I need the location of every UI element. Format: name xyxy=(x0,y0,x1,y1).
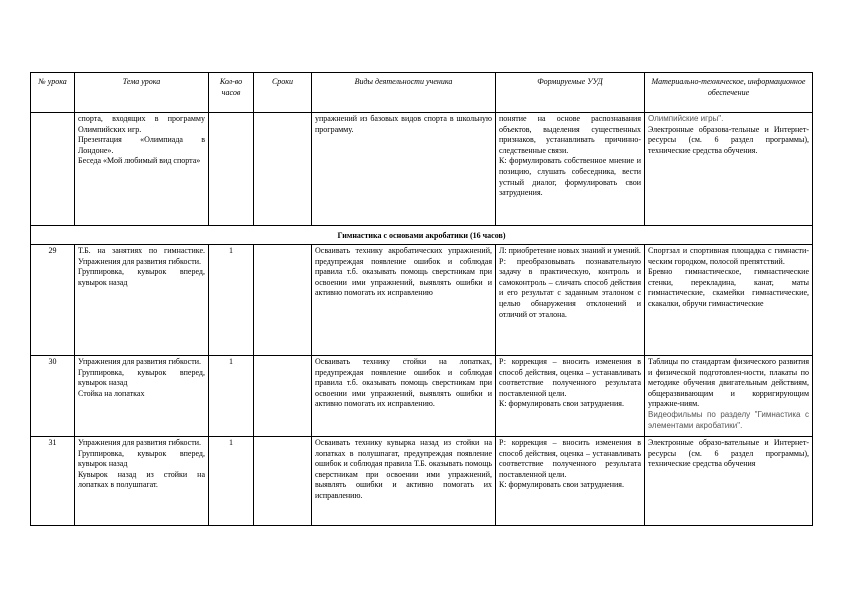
cell-topic xyxy=(75,356,209,437)
cell-num: 29 xyxy=(31,245,75,356)
materials-video-note: Олимпийские игры". xyxy=(648,114,724,123)
cell-topic xyxy=(75,113,209,226)
header-activities: Виды деятельности ученика xyxy=(312,73,496,113)
section-row xyxy=(31,226,813,245)
cell-activities: Осваивать технику стойки на лопатках, предупреждая появление ошибок и соблюдая правила т.б. оказывать помощь сверстникам при освоении ими упражнений, выявлять ошибки и активно помогать их исправлению. xyxy=(312,356,496,437)
cell-materials xyxy=(645,356,813,437)
topic-line: Упражнения для развития гибкости. xyxy=(78,438,202,447)
cell-hours: 1 xyxy=(209,437,254,526)
uud-line: Р: преобразовывать познавательную задачу в практическую, контроль и самоконтроль – сличать способ действия и его результат с заданным эталоном с целью обнаружения отклонений и отличий от эталона. xyxy=(499,256,641,319)
topic-line: Группировка, кувырок вперед, кувырок назад xyxy=(78,267,205,287)
header-hours: Кол-во часов xyxy=(209,73,254,113)
uud-line: Р: коррекция – вносить изменения в способ действия, оценка – устанавливать соответствие полученного результата поставленной цели. xyxy=(499,438,641,479)
cell-materials xyxy=(645,437,813,526)
cell-dates xyxy=(254,113,312,226)
cell-hours: 1 xyxy=(209,245,254,356)
header-row xyxy=(31,73,813,113)
cell-materials xyxy=(645,113,813,226)
header-num: № урока xyxy=(31,73,75,113)
materials-line: Бревно гимнастическое, гимнастические стенки, перекладина, канат, маты гимнастические, скамейки гимнастические, скакалки, обручи гимнастические xyxy=(648,267,809,308)
topic-line: Упражнения для развития гибкости. xyxy=(78,357,202,366)
cell-dates xyxy=(254,245,312,356)
cell-hours xyxy=(209,113,254,226)
cell-topic xyxy=(75,245,209,356)
cell-num xyxy=(31,113,75,226)
table-row xyxy=(31,437,813,526)
materials-line: Электронные образо-вательные и Интернет-ресурсы (см. 6 раздел программы), технические средства обучения xyxy=(648,438,809,469)
header-topic: Тема урока xyxy=(75,73,209,113)
uud-line: Р: коррекция – вносить изменения в способ действия, оценка – устанавливать соответствие полученного результата поставленной цели. xyxy=(499,357,641,398)
cell-activities: Осваивать технику кувырка назад из стойки на лопатках в полушпагат, предупреждая появление ошибок и соблюдая правила Т.Б. оказывать помощь сверстникам при освоении ими упражнений, выявлять ошибки и активно помогать их исправлению. xyxy=(312,437,496,526)
section-title: Гимнастика с основами акробатики (16 часов) xyxy=(31,226,813,245)
materials-line: Спортзал и спортивная площадка с гимнасти-ческим городком, полосой препятствий. xyxy=(648,246,809,266)
uud-line: К: формулировать свои затруднения. xyxy=(499,399,624,409)
topic-line: Презентация «Олимпиада в Лондоне». xyxy=(78,135,205,155)
topic-line: Кувырок назад из стойки на лопатках в полушпагат. xyxy=(78,469,205,490)
uud-line: К: формулировать собственное мнение и позицию, слушать собеседника, вести устный диалог, формулировать свои затруднения. xyxy=(499,156,641,198)
lesson-plan-table xyxy=(30,72,813,526)
header-uud: Формируемые УУД xyxy=(496,73,645,113)
cell-hours: 1 xyxy=(209,356,254,437)
topic-line: спорта, входящих в программу Олимпийских игр. xyxy=(78,114,205,134)
topic-line: Группировка, кувырок вперед, кувырок назад xyxy=(78,448,205,469)
header-dates: Сроки xyxy=(254,73,312,113)
uud-line: Л: приобретение новых знаний и умений. xyxy=(499,246,641,255)
uud-line: понятие на основе распознавания объектов, выделения существенных признаков, устанавливать причинно-следственные связи. xyxy=(499,114,641,155)
topic-line: Беседа «Мой любимый вид спорта» xyxy=(78,156,201,166)
cell-activities: упражнений из базовых видов спорта в школьную программу. xyxy=(312,113,496,226)
cell-dates xyxy=(254,356,312,437)
table-row xyxy=(31,113,813,226)
topic-line: Группировка, кувырок вперед, кувырок назад xyxy=(78,367,205,388)
table-row xyxy=(31,245,813,356)
cell-materials xyxy=(645,245,813,356)
cell-uud xyxy=(496,437,645,526)
header-materials: Материально-техническое, информационное обеспечение xyxy=(645,73,813,113)
cell-topic xyxy=(75,437,209,526)
cell-uud xyxy=(496,113,645,226)
table-row xyxy=(31,356,813,437)
materials-line: Таблицы по стандартам физического развития и физической подготовлен-ности, плакаты по методике обучения двигательным действиям, общеразвивающим и корригирующим упражне-ниям. xyxy=(648,357,809,409)
cell-dates xyxy=(254,437,312,526)
cell-num: 30 xyxy=(31,356,75,437)
cell-activities: Осваивать технику акробатических упражнений, предупреждая появление ошибок и соблюдая правила т.б. оказывать помощь сверстникам при освоении ими упражнений, выявлять ошибки и активно помогать их исправлению xyxy=(312,245,496,356)
uud-line: К: формулировать свои затруднения. xyxy=(499,480,624,490)
materials-line: Электронные образова-тельные и Интернет-ресурсы (см. 6 раздел программы), технические средства обучения. xyxy=(648,124,809,155)
cell-num: 31 xyxy=(31,437,75,526)
cell-uud xyxy=(496,245,645,356)
topic-line: Т.Б. на занятиях по гимнастике. Упражнения для развития гибкости. xyxy=(78,246,205,266)
materials-video-note: Видеофильмы по разделу "Гимнастика с элементами акробатики". xyxy=(648,409,809,430)
topic-line: Стойка на лопатках xyxy=(78,388,145,398)
cell-uud xyxy=(496,356,645,437)
